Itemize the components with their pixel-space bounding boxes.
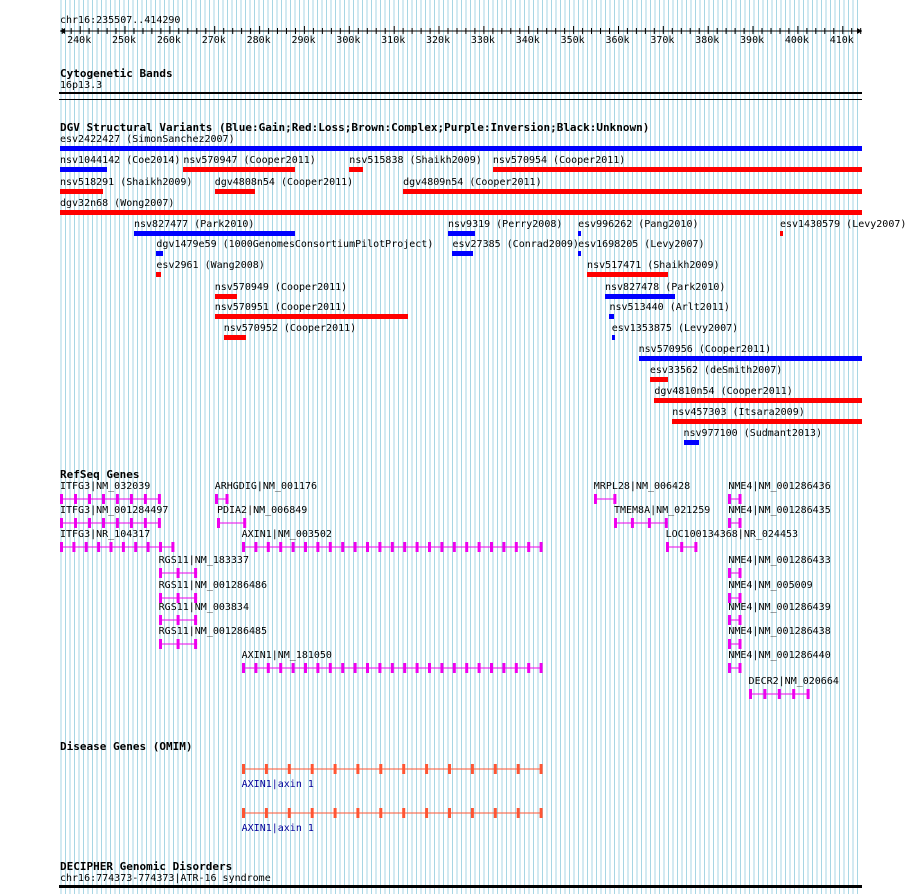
exon-block bbox=[328, 542, 331, 552]
exon-block bbox=[471, 764, 474, 774]
refseq-gene-label[interactable]: NME4|NM_001286435 bbox=[728, 505, 831, 516]
refseq-gene-label[interactable]: AXIN1|NM_181050 bbox=[241, 650, 332, 661]
exon-block bbox=[60, 542, 63, 552]
exon-block bbox=[493, 764, 496, 774]
exon-block bbox=[527, 542, 530, 552]
exon-block bbox=[287, 764, 290, 774]
refseq-gene-label[interactable]: NME4|NM_001286439 bbox=[728, 602, 831, 613]
omim-track-title[interactable]: Disease Genes (OMIM) bbox=[60, 740, 193, 753]
refseq-gene-model[interactable] bbox=[728, 661, 743, 675]
exon-block bbox=[316, 542, 319, 552]
ruler-tick-label: 310k bbox=[381, 35, 406, 46]
dgv-variant-label[interactable]: nsv977100 (Sudmant2013) bbox=[683, 428, 822, 439]
dgv-variant-label[interactable]: nsv570951 (Cooper2011) bbox=[214, 302, 348, 313]
exon-block bbox=[502, 542, 505, 552]
exon-block bbox=[777, 689, 780, 699]
ruler-tick-label: 250k bbox=[112, 35, 137, 46]
refseq-gene-label[interactable]: DECR2|NM_020664 bbox=[748, 676, 839, 687]
dgv-variant-label[interactable]: nsv570952 (Cooper2011) bbox=[223, 323, 357, 334]
dgv-variant-bar[interactable] bbox=[403, 189, 862, 194]
exon-block bbox=[631, 518, 634, 528]
dgv-variant-label[interactable]: nsv570949 (Cooper2011) bbox=[214, 282, 348, 293]
refseq-gene-model[interactable] bbox=[159, 566, 199, 580]
exon-block bbox=[159, 568, 162, 578]
ruler-tick-label: 270k bbox=[201, 35, 226, 46]
exon-block bbox=[72, 542, 75, 552]
dgv-variant-bar[interactable] bbox=[60, 210, 862, 215]
dgv-variant-bar[interactable] bbox=[639, 356, 862, 361]
exon-block bbox=[225, 494, 228, 504]
coordinate-ruler bbox=[0, 0, 890, 60]
exon-block bbox=[680, 542, 683, 552]
dgv-variant-label[interactable]: nsv9319 (Perry2008) bbox=[447, 219, 563, 230]
dgv-variant-label[interactable]: esv1353875 (Levy2007) bbox=[611, 323, 739, 334]
refseq-gene-model[interactable] bbox=[217, 516, 248, 530]
exon-block bbox=[110, 542, 113, 552]
exon-block bbox=[378, 663, 381, 673]
exon-block bbox=[266, 542, 269, 552]
dgv-variant-bar[interactable] bbox=[609, 314, 613, 319]
exon-block bbox=[310, 764, 313, 774]
exon-block bbox=[304, 542, 307, 552]
dgv-variant-label[interactable]: nsv570954 (Cooper2011) bbox=[492, 155, 626, 166]
refseq-gene-model[interactable] bbox=[728, 492, 743, 506]
exon-block bbox=[594, 494, 597, 504]
omim-gene-model[interactable] bbox=[242, 806, 545, 820]
dgv-variant-label[interactable]: dgv4810n54 (Cooper2011) bbox=[654, 386, 793, 397]
dgv-variant-label[interactable]: dgv4808n54 (Cooper2011) bbox=[214, 177, 354, 188]
dgv-variant-bar[interactable] bbox=[672, 419, 862, 424]
cytoband-label: 16p13.3 bbox=[60, 80, 103, 91]
ruler-tick-label: 280k bbox=[246, 35, 271, 46]
dgv-variant-label[interactable]: dgv1479e59 (1000GenomesConsortiumPilotProject) bbox=[156, 239, 434, 250]
exon-block bbox=[353, 663, 356, 673]
dgv-variant-bar[interactable] bbox=[215, 314, 408, 319]
exon-block bbox=[728, 663, 731, 673]
refseq-gene-model[interactable] bbox=[159, 637, 199, 651]
exon-block bbox=[477, 663, 480, 673]
exon-block bbox=[739, 518, 742, 528]
exon-block bbox=[341, 542, 344, 552]
exon-block bbox=[440, 542, 443, 552]
refseq-gene-label[interactable]: RGS11|NM_183337 bbox=[158, 555, 249, 566]
exon-block bbox=[159, 542, 162, 552]
ruler-tick-label: 370k bbox=[650, 35, 675, 46]
dgv-track-title[interactable]: DGV Structural Variants (Blue:Gain;Red:Loss;Brown:Complex;Purple:Inversion;Black:Unknown) bbox=[60, 121, 650, 134]
refseq-gene-model[interactable] bbox=[666, 540, 699, 554]
dgv-variant-bar[interactable] bbox=[60, 146, 862, 151]
dgv-variant-bar[interactable] bbox=[587, 272, 668, 277]
exon-block bbox=[739, 494, 742, 504]
region-label: chr16:235507..414290 bbox=[60, 15, 181, 26]
exon-block bbox=[527, 663, 530, 673]
exon-block bbox=[739, 615, 742, 625]
exon-block bbox=[291, 663, 294, 673]
exon-block bbox=[465, 542, 468, 552]
exon-block bbox=[728, 494, 731, 504]
exon-block bbox=[215, 494, 218, 504]
exon-block bbox=[356, 764, 359, 774]
exon-block bbox=[728, 568, 731, 578]
exon-block bbox=[147, 542, 150, 552]
dgv-variant-bar[interactable] bbox=[578, 231, 581, 236]
exon-block bbox=[254, 542, 257, 552]
refseq-gene-model[interactable] bbox=[159, 613, 199, 627]
dgv-variant-bar[interactable] bbox=[60, 189, 103, 194]
exon-block bbox=[366, 663, 369, 673]
omim-gene-model[interactable] bbox=[242, 762, 545, 776]
exon-block bbox=[144, 494, 147, 504]
exon-block bbox=[102, 494, 105, 504]
exon-block bbox=[415, 663, 418, 673]
exon-block bbox=[539, 764, 542, 774]
exon-block bbox=[254, 663, 257, 673]
refseq-gene-model[interactable] bbox=[60, 516, 163, 530]
exon-block bbox=[403, 542, 406, 552]
exon-block bbox=[60, 518, 63, 528]
exon-block bbox=[74, 494, 77, 504]
exon-block bbox=[402, 808, 405, 818]
exon-block bbox=[514, 542, 517, 552]
ruler-tick-label: 350k bbox=[560, 35, 585, 46]
exon-block bbox=[333, 764, 336, 774]
dgv-variant-bar[interactable] bbox=[215, 294, 237, 299]
refseq-track-title[interactable]: RefSeq Genes bbox=[60, 468, 140, 481]
exon-block bbox=[97, 542, 100, 552]
dgv-variant-label[interactable]: dgv32n68 (Wong2007) bbox=[60, 198, 175, 209]
dgv-variant-bar[interactable] bbox=[134, 231, 295, 236]
exon-block bbox=[728, 615, 731, 625]
exon-block bbox=[465, 663, 468, 673]
exon-block bbox=[379, 808, 382, 818]
refseq-gene-model[interactable] bbox=[749, 687, 812, 701]
dgv-variant-label[interactable]: esv33562 (deSmith2007) bbox=[649, 365, 783, 376]
exon-block bbox=[116, 518, 119, 528]
exon-block bbox=[60, 494, 63, 504]
exon-block bbox=[514, 663, 517, 673]
exon-block bbox=[158, 494, 161, 504]
exon-block bbox=[493, 808, 496, 818]
ruler-tick-label: 320k bbox=[426, 35, 451, 46]
dgv-variant-label[interactable]: nsv570947 (Cooper2011) bbox=[183, 155, 316, 166]
ruler-tick-label: 260k bbox=[156, 35, 181, 46]
refseq-gene-model[interactable] bbox=[60, 540, 176, 554]
dgv-variant-label[interactable]: nsv517471 (Shaikh2009) bbox=[587, 260, 720, 271]
refseq-gene-label[interactable]: RGS11|NM_001286485 bbox=[158, 626, 268, 637]
exon-block bbox=[415, 542, 418, 552]
refseq-gene-label[interactable]: NME4|NM_005009 bbox=[728, 580, 813, 591]
exon-block bbox=[242, 542, 245, 552]
exon-block bbox=[539, 542, 542, 552]
refseq-gene-label[interactable]: NME4|NM_001286433 bbox=[728, 555, 831, 566]
exon-block bbox=[402, 764, 405, 774]
dgv-variant-bar[interactable] bbox=[780, 231, 783, 236]
exon-block bbox=[390, 663, 393, 673]
exon-block bbox=[516, 764, 519, 774]
dgv-variant-label[interactable]: nsv518291 (Shaikh2009) bbox=[60, 177, 193, 188]
dgv-variant-label[interactable]: nsv1044142 (Coe2014) bbox=[60, 155, 181, 166]
exon-block bbox=[242, 764, 245, 774]
exon-block bbox=[279, 663, 282, 673]
dgv-variant-bar[interactable] bbox=[349, 167, 362, 172]
exon-block bbox=[471, 808, 474, 818]
dgv-variant-label[interactable]: nsv827478 (Park2010) bbox=[605, 282, 726, 293]
refseq-gene-label[interactable]: TMEM8A|NM_021259 bbox=[613, 505, 711, 516]
exon-block bbox=[122, 542, 125, 552]
exon-block bbox=[328, 663, 331, 673]
dgv-variant-label[interactable]: esv996262 (Pang2010) bbox=[578, 219, 699, 230]
exon-block bbox=[316, 663, 319, 673]
exon-block bbox=[403, 663, 406, 673]
exon-block bbox=[477, 542, 480, 552]
refseq-gene-label[interactable]: NME4|NM_001286436 bbox=[728, 481, 831, 492]
exon-block bbox=[176, 568, 179, 578]
exon-block bbox=[448, 808, 451, 818]
exon-block bbox=[694, 542, 697, 552]
refseq-gene-label[interactable]: LOC100134368|NR_024453 bbox=[665, 529, 799, 540]
dgv-variant-label[interactable]: nsv513440 (Arlt2011) bbox=[609, 302, 730, 313]
dgv-variant-label[interactable]: esv1430579 (Levy2007) bbox=[779, 219, 906, 230]
dgv-variant-label[interactable]: esv27385 (Conrad2009) bbox=[452, 239, 579, 250]
exon-block bbox=[242, 808, 245, 818]
ruler-tick-label: 380k bbox=[695, 35, 720, 46]
exon-block bbox=[379, 764, 382, 774]
dgv-variant-bar[interactable] bbox=[156, 272, 160, 277]
exon-block bbox=[806, 689, 809, 699]
exon-block bbox=[448, 764, 451, 774]
exon-block bbox=[502, 663, 505, 673]
dgv-variant-bar[interactable] bbox=[605, 294, 675, 299]
refseq-gene-model[interactable] bbox=[242, 661, 545, 675]
exon-block bbox=[217, 518, 220, 528]
refseq-gene-label[interactable]: NME4|NM_001286438 bbox=[728, 626, 831, 637]
ruler-tick-label: 290k bbox=[291, 35, 316, 46]
exon-block bbox=[134, 542, 137, 552]
dgv-variant-label[interactable]: nsv570956 (Cooper2011) bbox=[638, 344, 772, 355]
exon-block bbox=[356, 808, 359, 818]
dgv-variant-label[interactable]: esv2961 (Wang2008) bbox=[156, 260, 265, 271]
ruler-tick-label: 410k bbox=[829, 35, 854, 46]
refseq-gene-label[interactable]: MRPL28|NM_006428 bbox=[593, 481, 691, 492]
dgv-variant-bar[interactable] bbox=[493, 167, 862, 172]
dgv-variant-label[interactable]: esv2422427 (SimonSanchez2007) bbox=[60, 134, 235, 145]
refseq-gene-label[interactable]: ITFG3|NR_104317 bbox=[60, 529, 151, 540]
dgv-variant-bar[interactable] bbox=[654, 398, 862, 403]
exon-block bbox=[648, 518, 651, 528]
exon-block bbox=[242, 663, 245, 673]
exon-block bbox=[613, 494, 616, 504]
exon-block bbox=[243, 518, 246, 528]
exon-block bbox=[490, 542, 493, 552]
decipher-track-title[interactable]: DECIPHER Genomic Disorders bbox=[60, 860, 233, 873]
refseq-gene-model[interactable] bbox=[728, 566, 743, 580]
dgv-variant-bar[interactable] bbox=[60, 167, 107, 172]
cytoband-bar bbox=[59, 92, 862, 94]
dgv-variant-bar[interactable] bbox=[215, 189, 255, 194]
dgv-variant-bar[interactable] bbox=[452, 251, 472, 256]
dgv-variant-label[interactable]: esv1698205 (Levy2007) bbox=[578, 239, 705, 250]
cytoband-track-title[interactable]: Cytogenetic Bands bbox=[60, 67, 173, 80]
decipher-bar[interactable] bbox=[59, 885, 862, 888]
exon-block bbox=[144, 518, 147, 528]
dgv-variant-bar[interactable] bbox=[650, 377, 668, 382]
exon-block bbox=[539, 663, 542, 673]
dgv-variant-label[interactable]: nsv827477 (Park2010) bbox=[133, 219, 255, 230]
exon-block bbox=[333, 808, 336, 818]
exon-block bbox=[194, 568, 197, 578]
exon-block bbox=[266, 663, 269, 673]
dgv-variant-bar[interactable] bbox=[612, 335, 615, 340]
exon-block bbox=[739, 639, 742, 649]
refseq-gene-model[interactable] bbox=[728, 516, 743, 530]
refseq-gene-label[interactable]: ITFG3|NM_032039 bbox=[60, 481, 151, 492]
exon-block bbox=[130, 494, 133, 504]
exon-block bbox=[116, 494, 119, 504]
exon-block bbox=[159, 615, 162, 625]
refseq-gene-label[interactable]: RGS11|NM_001286486 bbox=[158, 580, 268, 591]
exon-block bbox=[516, 808, 519, 818]
exon-block bbox=[749, 689, 752, 699]
exon-block bbox=[378, 542, 381, 552]
refseq-gene-model[interactable] bbox=[728, 637, 743, 651]
omim-gene-label[interactable]: AXIN1|axin 1 bbox=[241, 823, 314, 834]
exon-block bbox=[74, 518, 77, 528]
refseq-gene-model[interactable] bbox=[215, 492, 230, 506]
dgv-variant-label[interactable]: nsv457303 (Itsara2009) bbox=[672, 407, 805, 418]
exon-block bbox=[304, 663, 307, 673]
exon-block bbox=[728, 639, 731, 649]
exon-block bbox=[85, 542, 88, 552]
refseq-gene-label[interactable]: ARHGDIG|NM_001176 bbox=[214, 481, 318, 492]
omim-gene-label[interactable]: AXIN1|axin 1 bbox=[241, 779, 314, 790]
exon-block bbox=[728, 518, 731, 528]
exon-block bbox=[366, 542, 369, 552]
ruler-tick-label: 390k bbox=[740, 35, 765, 46]
dgv-variant-bar[interactable] bbox=[448, 231, 475, 236]
exon-block bbox=[102, 518, 105, 528]
refseq-gene-model[interactable] bbox=[60, 492, 163, 506]
refseq-gene-model[interactable] bbox=[614, 516, 670, 530]
dgv-variant-label[interactable]: dgv4809n54 (Cooper2011) bbox=[403, 177, 542, 188]
exon-block bbox=[425, 764, 428, 774]
exon-block bbox=[665, 518, 668, 528]
exon-block bbox=[428, 663, 431, 673]
track-divider bbox=[59, 99, 862, 100]
dgv-variant-bar[interactable] bbox=[224, 335, 246, 340]
exon-block bbox=[452, 542, 455, 552]
exon-block bbox=[614, 518, 617, 528]
ruler-tick-label: 400k bbox=[784, 35, 809, 46]
decipher-entry[interactable]: chr16:774373-774373|ATR-16 syndrome bbox=[60, 873, 271, 884]
ruler-tick-label: 360k bbox=[605, 35, 630, 46]
dgv-variant-bar[interactable] bbox=[183, 167, 295, 172]
exon-block bbox=[739, 663, 742, 673]
exon-block bbox=[176, 639, 179, 649]
dgv-variant-bar[interactable] bbox=[578, 251, 581, 256]
exon-block bbox=[88, 518, 91, 528]
exon-block bbox=[194, 615, 197, 625]
exon-block bbox=[539, 808, 542, 818]
exon-block bbox=[390, 542, 393, 552]
exon-block bbox=[792, 689, 795, 699]
refseq-gene-model[interactable] bbox=[594, 492, 618, 506]
ruler-tick-label: 300k bbox=[336, 35, 361, 46]
exon-block bbox=[763, 689, 766, 699]
ruler-tick-label: 330k bbox=[470, 35, 495, 46]
refseq-gene-label[interactable]: RGS11|NM_003834 bbox=[158, 602, 249, 613]
refseq-gene-label[interactable]: NME4|NM_001286440 bbox=[728, 650, 831, 661]
exon-block bbox=[265, 808, 268, 818]
exon-block bbox=[194, 639, 197, 649]
exon-block bbox=[490, 663, 493, 673]
dgv-variant-bar[interactable] bbox=[684, 440, 700, 445]
refseq-gene-label[interactable]: AXIN1|NM_003502 bbox=[241, 529, 332, 540]
exon-block bbox=[130, 518, 133, 528]
exon-block bbox=[452, 663, 455, 673]
exon-block bbox=[287, 808, 290, 818]
ruler-tick-label: 340k bbox=[515, 35, 540, 46]
exon-block bbox=[428, 542, 431, 552]
exon-block bbox=[310, 808, 313, 818]
exon-block bbox=[666, 542, 669, 552]
exon-block bbox=[440, 663, 443, 673]
dgv-variant-bar[interactable] bbox=[156, 251, 163, 256]
exon-block bbox=[291, 542, 294, 552]
exon-block bbox=[158, 518, 161, 528]
refseq-gene-label[interactable]: PDIA2|NM_006849 bbox=[216, 505, 308, 516]
exon-block bbox=[739, 568, 742, 578]
exon-block bbox=[265, 764, 268, 774]
refseq-gene-model[interactable] bbox=[728, 613, 743, 627]
exon-block bbox=[171, 542, 174, 552]
refseq-gene-model[interactable] bbox=[242, 540, 545, 554]
exon-block bbox=[341, 663, 344, 673]
dgv-variant-label[interactable]: nsv515838 (Shaikh2009) bbox=[349, 155, 482, 166]
refseq-gene-label[interactable]: ITFG3|NM_001284497 bbox=[60, 505, 169, 516]
ruler-tick-label: 240k bbox=[67, 35, 92, 46]
ruler-right-arrow bbox=[857, 28, 862, 34]
exon-block bbox=[176, 615, 179, 625]
exon-block bbox=[159, 639, 162, 649]
exon-block bbox=[279, 542, 282, 552]
exon-block bbox=[88, 494, 91, 504]
exon-block bbox=[425, 808, 428, 818]
exon-block bbox=[353, 542, 356, 552]
